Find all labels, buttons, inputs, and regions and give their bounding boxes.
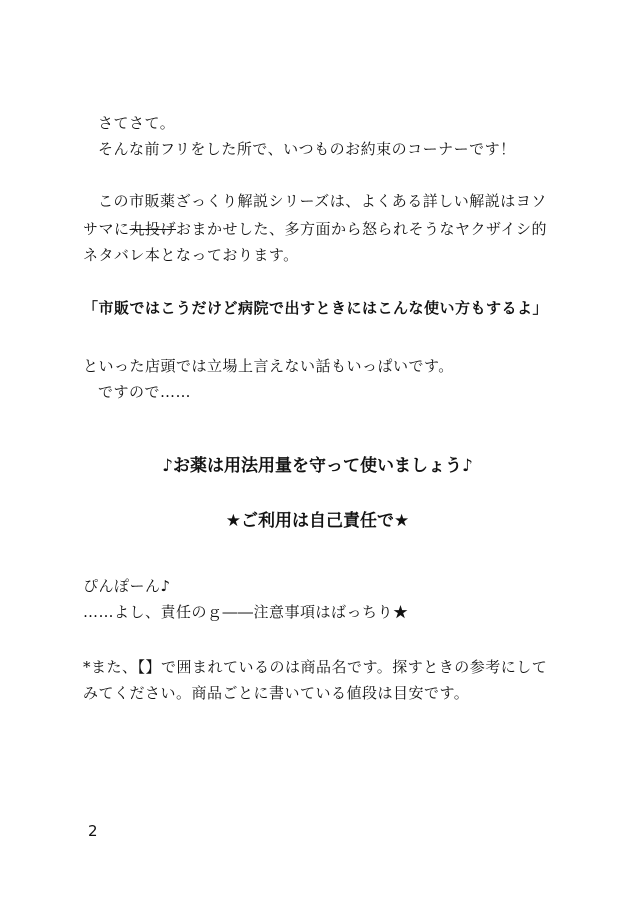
text-line: といった店頭では立場上言えない話もいっぱいです。 <box>83 357 454 375</box>
centered-notice-usage: ♪お薬は用法用量を守って使いましょう♪ <box>162 456 473 476</box>
text-line: ぴんぽーん♪ <box>83 577 171 595</box>
text-fragment: おまかせした、多方面から怒られそうなヤクザイシ的 <box>176 220 547 238</box>
note-line: みてください。商品ごとに書いている値段は目安です。 <box>83 684 470 702</box>
page-number: 2 <box>88 822 98 840</box>
text-line: さてさて。 <box>98 114 176 132</box>
text-line: ですので…… <box>98 383 192 401</box>
text-line <box>83 219 547 239</box>
centered-notice-responsibility: ★ご利用は自己責任で★ <box>225 511 410 531</box>
text-line: ネタバレ本となっております。 <box>83 246 299 264</box>
emphasis-quote: 「市販ではこうだけど病院で出すときにはこんな使い方もするよ」 <box>83 299 549 317</box>
text-fragment: サマに <box>83 220 130 238</box>
struck-text: 丸投げ <box>129 220 177 238</box>
text-line: ……よし、責任のｇ――注意事項はばっちり★ <box>83 603 409 621</box>
text-line: この市販薬ざっくり解説シリーズは、よくある詳しい解説はヨソ <box>98 192 547 210</box>
text-line: そんな前フリをした所で、いつものお約束のコーナーです！ <box>98 140 516 158</box>
note-line: *また、【】で囲まれているのは商品名です。探すときの参考にして <box>83 658 548 676</box>
